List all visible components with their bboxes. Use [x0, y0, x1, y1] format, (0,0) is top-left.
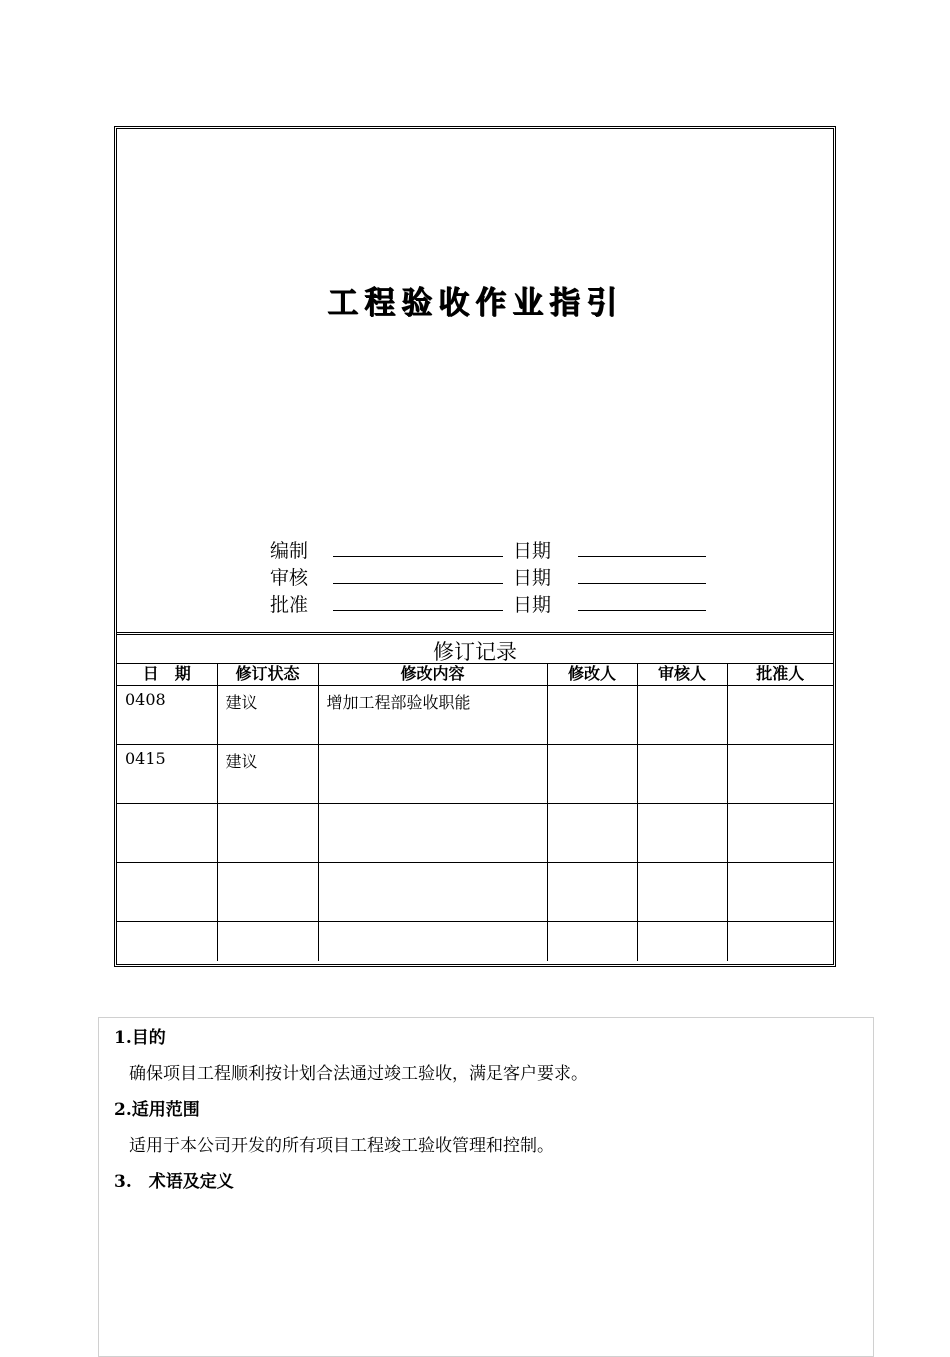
revision-table: [117, 663, 833, 961]
cell-content: [318, 922, 547, 961]
header-modifier: 修改人: [547, 664, 637, 686]
cell-approver: [727, 922, 833, 961]
section-text-purpose: 确保项目工程顺利按计划合法通过竣工验收，满足客户要求。: [129, 1064, 588, 1084]
header-approver: 批准人: [727, 664, 833, 686]
header-reviewer: 审核人: [637, 664, 727, 686]
revision-title: 修订记录: [433, 640, 517, 664]
revision-divider: [117, 632, 833, 635]
cell-status: 建议: [217, 686, 318, 745]
cell-reviewer: [637, 804, 727, 863]
cell-content: 增加工程部验收职能: [318, 686, 547, 745]
cell-date: [117, 804, 217, 863]
cell-content: [318, 745, 547, 804]
date-line: [578, 610, 706, 611]
cell-modifier: [547, 745, 637, 804]
date-label: 日期: [513, 567, 552, 589]
cell-reviewer: [637, 686, 727, 745]
date-line: [578, 583, 706, 584]
cell-modifier: [547, 686, 637, 745]
cell-modifier: [547, 804, 637, 863]
section-heading-purpose: 1.目的: [114, 1028, 166, 1048]
signature-line: [333, 610, 503, 611]
date-label: 日期: [513, 540, 552, 562]
cell-status: [217, 863, 318, 922]
signature-line: [333, 583, 503, 584]
cell-content: [318, 804, 547, 863]
revision-header-row: [117, 664, 833, 686]
section-text-scope: 适用于本公司开发的所有项目工程竣工验收管理和控制。: [129, 1136, 554, 1156]
signoff-row-prepared: [270, 536, 730, 563]
cell-status: [217, 804, 318, 863]
cell-content: [318, 863, 547, 922]
cell-status: [217, 922, 318, 961]
cell-reviewer: [637, 922, 727, 961]
table-row: [117, 922, 833, 961]
date-label: 日期: [513, 594, 552, 616]
cell-reviewer: [637, 863, 727, 922]
cell-date: [117, 922, 217, 961]
cell-approver: [727, 804, 833, 863]
signoff-label: 审核: [270, 567, 309, 589]
cell-reviewer: [637, 745, 727, 804]
table-row: [117, 686, 833, 745]
date-line: [578, 556, 706, 557]
signoff-label: 编制: [270, 540, 309, 562]
cell-approver: [727, 863, 833, 922]
header-content: 修改内容: [318, 664, 547, 686]
header-status: 修订状态: [217, 664, 318, 686]
signoff-label: 批准: [270, 594, 309, 616]
cell-status: 建议: [217, 745, 318, 804]
section-heading-scope: 2.适用范围: [114, 1100, 200, 1120]
document-body: [98, 1017, 874, 1357]
header-date: 日 期: [117, 664, 217, 686]
cell-date: 0408: [117, 686, 217, 745]
cell-modifier: [547, 863, 637, 922]
signoff-row-approved: [270, 590, 730, 617]
signoff-row-reviewed: [270, 563, 730, 590]
document-title: 工程验收作业指引: [327, 285, 623, 321]
cell-approver: [727, 686, 833, 745]
section-heading-terms: 3. 术语及定义: [114, 1172, 234, 1192]
cell-modifier: [547, 922, 637, 961]
signoff-block: [270, 536, 730, 617]
cell-date: 0415: [117, 745, 217, 804]
cell-date: [117, 863, 217, 922]
table-row: [117, 804, 833, 863]
table-row: [117, 745, 833, 804]
cell-approver: [727, 745, 833, 804]
signature-line: [333, 556, 503, 557]
cover-frame: [114, 126, 836, 967]
table-row: [117, 863, 833, 922]
